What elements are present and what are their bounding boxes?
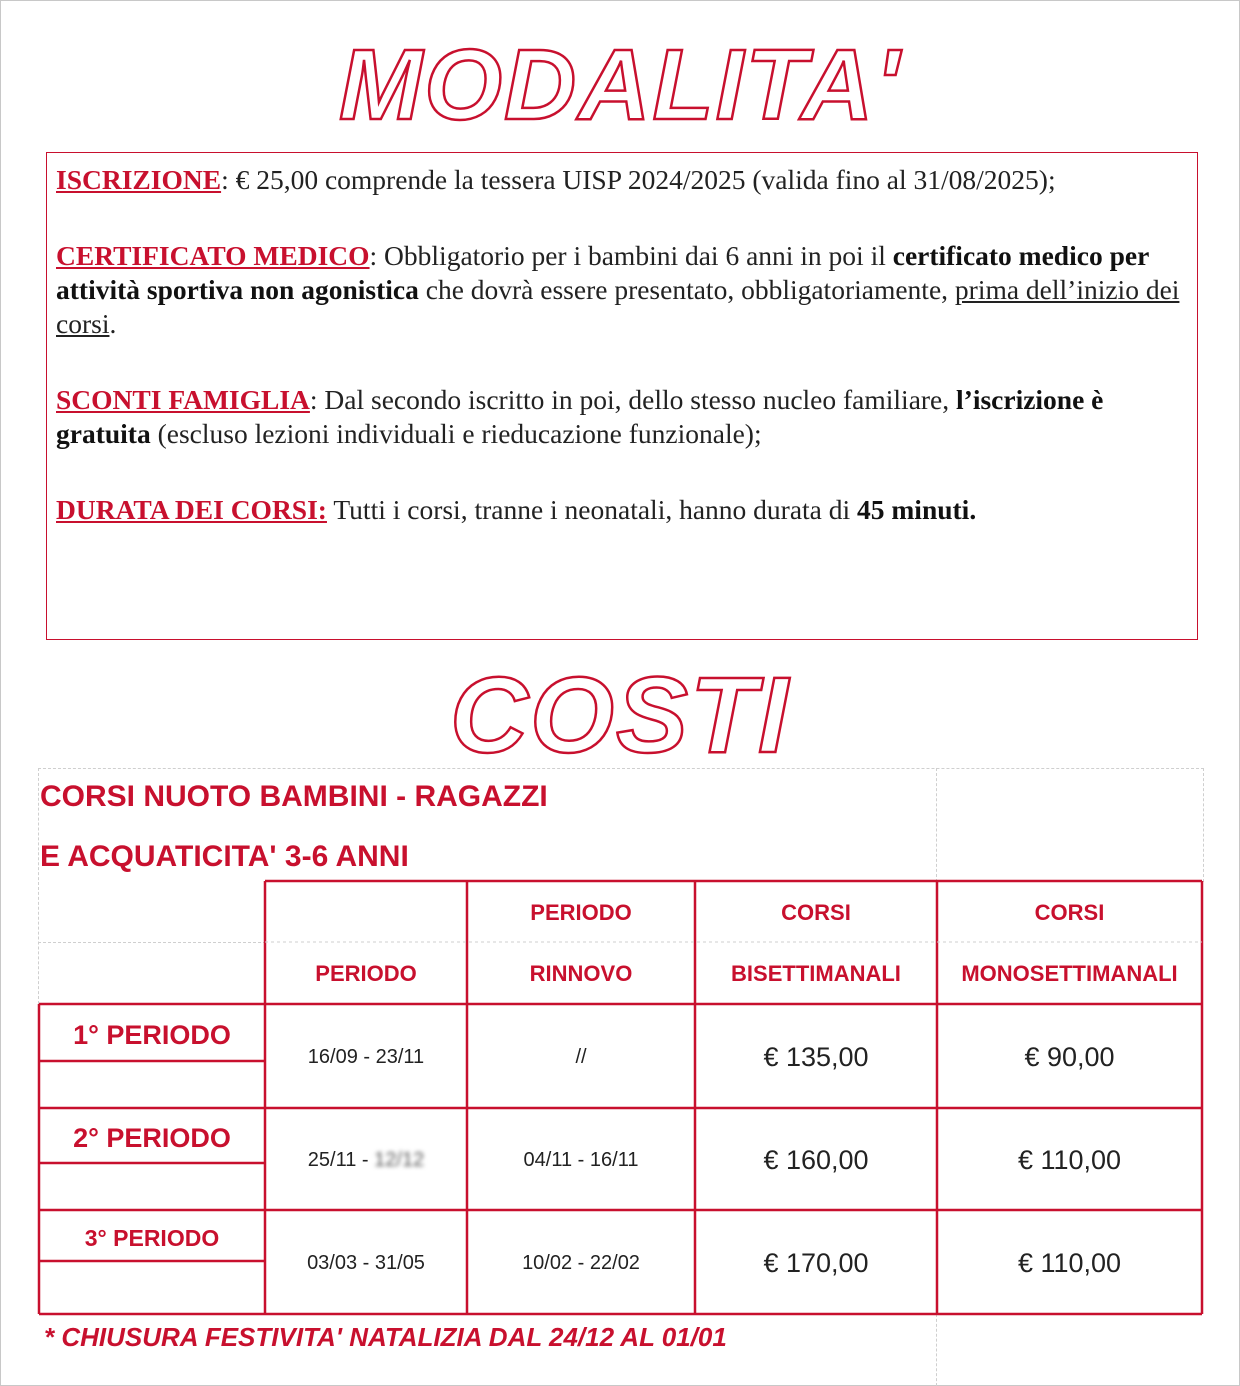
certificato-bold: certificato medico per attività sportiva non agonistica <box>56 240 1149 305</box>
header-bi-bottom: BISETTIMANALI <box>731 961 901 986</box>
durata-text: Tutti i corsi, tranne i neonatali, hanno durata di <box>326 494 858 525</box>
sconti-text-1: : Dal secondo iscritto in poi, dello stesso nucleo familiare, <box>309 384 957 415</box>
durata-bold: 45 minuti. <box>857 494 977 525</box>
row-3-bisettimanali: € 170,00 <box>763 1247 869 1278</box>
header-rinnovo-bottom: RINNOVO <box>529 961 633 986</box>
certificato-underline: prima dell’inizio dei corsi <box>56 274 1180 339</box>
iscrizione-label: ISCRIZIONE <box>56 164 222 195</box>
certificato-text-3: . <box>109 308 117 339</box>
row-2-name: 2° PERIODO <box>73 1122 231 1153</box>
row-1-periodo: 16/09 - 23/11 <box>307 1045 425 1068</box>
row-2-periodo-end: 12/12 <box>374 1148 425 1171</box>
header-periodo: PERIODO <box>315 961 417 986</box>
iscrizione-text: : € 25,00 comprende la tessera UISP 2024/2025 (valida fino al 31/08/2025); <box>221 164 1056 195</box>
row-3-name: 3° PERIODO <box>84 1224 220 1251</box>
row-1-name: 1° PERIODO <box>73 1019 231 1050</box>
row-1-bisettimanali: € 135,00 <box>763 1041 869 1072</box>
row-3-rinnovo: 10/02 - 22/02 <box>522 1251 640 1274</box>
durata-label: DURATA DEI CORSI: <box>56 494 327 525</box>
header-bi-top: CORSI <box>781 900 851 925</box>
row-2-rinnovo: 04/11 - 16/11 <box>523 1148 639 1171</box>
sconti-text-2: (escluso lezioni individuali e rieducazione funzionale); <box>150 418 762 449</box>
footnote: * CHIUSURA FESTIVITA' NATALIZIA DAL 24/12 AL 01/01 <box>44 1322 727 1352</box>
header-mono-bottom: MONOSETTIMANALI <box>961 961 1178 986</box>
row-2-monosettimanali: € 110,00 <box>1017 1144 1122 1175</box>
header-mono-top: CORSI <box>1034 900 1105 925</box>
certificato-text-1: : Obbligatorio per i bambini dai 6 anni in poi il <box>369 240 893 271</box>
row-1-monosettimanali: € 90,00 <box>1024 1041 1115 1072</box>
row-1-rinnovo: // <box>575 1045 587 1068</box>
sconti-bold: l’iscrizione è gratuita <box>56 384 1104 449</box>
row-3-periodo: 03/03 - 31/05 <box>307 1251 425 1274</box>
costi-title: COSTI <box>449 654 790 775</box>
header-rinnovo-top: PERIODO <box>530 900 632 925</box>
row-2-periodo <box>265 1110 467 1210</box>
costi-heading-line-2: E ACQUATICITA' 3-6 ANNI <box>40 840 409 873</box>
row-2-periodo-start: 25/11 - <box>307 1148 375 1171</box>
modalita-title: MODALITA' <box>338 29 902 141</box>
row-2-bisettimanali: € 160,00 <box>763 1144 869 1175</box>
costi-heading-line-1: CORSI NUOTO BAMBINI - RAGAZZI <box>40 780 548 813</box>
certificato-text-2: che dovrà essere presentato, obbligatoriamente, <box>418 274 955 305</box>
certificato-label: CERTIFICATO MEDICO <box>56 240 370 271</box>
sconti-label: SCONTI FAMIGLIA <box>56 384 310 415</box>
row-3-monosettimanali: € 110,00 <box>1017 1247 1122 1278</box>
